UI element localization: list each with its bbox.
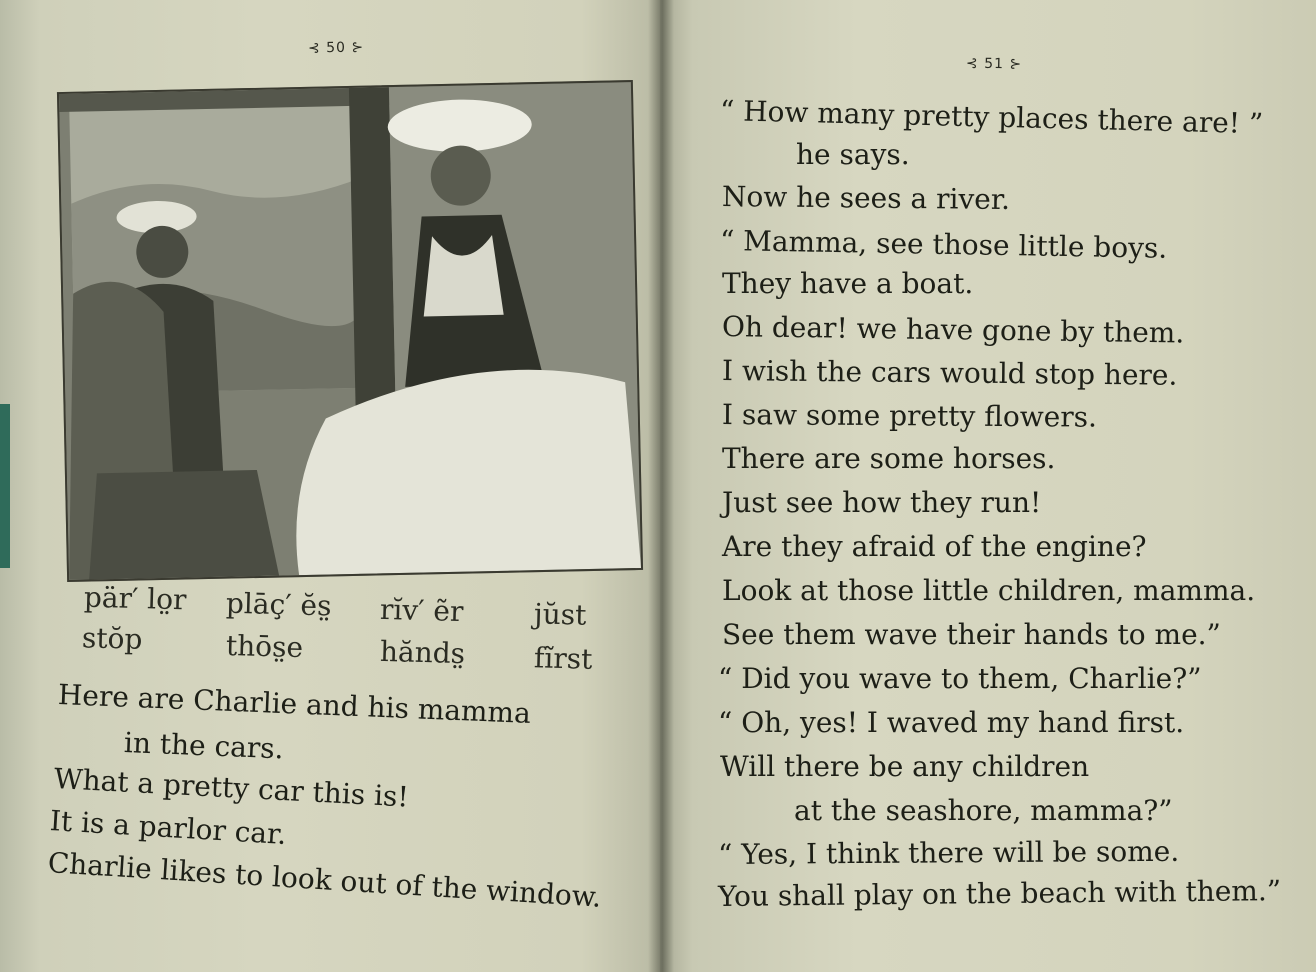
text-line: See them wave their hands to me.”	[722, 618, 1221, 651]
vocab-word: hănds̤	[379, 634, 466, 671]
text-line: Oh dear! we have gone by them.	[721, 310, 1185, 350]
book-gutter	[648, 0, 674, 972]
right-page	[660, 0, 1316, 972]
page-number-50: ⊰ 50 ⊱	[307, 39, 365, 57]
text-line: he says.	[796, 138, 910, 171]
text-line: in the cars.	[123, 726, 285, 766]
text-line: I wish the cars would stop here.	[721, 354, 1178, 392]
text-line: Will there be any children	[720, 750, 1090, 783]
vocab-word: pär′ lo̤r	[83, 580, 187, 617]
vocab-word: thōs̤e	[225, 628, 304, 665]
text-line: “ Did you wave to them, Charlie?”	[718, 662, 1202, 695]
text-line: Charlie likes to look out of the window.	[46, 846, 603, 914]
vocab-word: stŏp	[81, 621, 143, 656]
vocab-word: jŭst	[533, 597, 587, 632]
vocab-word: plāç′ ĕs̤	[225, 586, 332, 623]
text-line: It is a parlor car.	[49, 804, 288, 852]
vocab-word: rĭv′ ẽr	[379, 592, 464, 629]
text-line: Here are Charlie and his mamma	[57, 678, 532, 730]
text-line: Now he sees a river.	[721, 180, 1011, 217]
text-line: They have a boat.	[722, 267, 974, 300]
text-line: at the seashore, mamma?”	[794, 794, 1173, 827]
text-line: What a pretty car this is!	[53, 762, 410, 814]
text-line: Look at those little children, mamma.	[722, 574, 1256, 607]
text-line: You shall play on the beach with them.”	[717, 874, 1282, 913]
text-line: “ Mamma, see those little boys.	[719, 224, 1168, 265]
page-edge-tab	[0, 404, 10, 568]
text-line: Just see how they run!	[722, 486, 1042, 519]
text-line: There are some horses.	[722, 442, 1056, 475]
text-line: Are they afraid of the engine?	[722, 530, 1147, 563]
text-line: “ Yes, I think there will be some.	[717, 834, 1180, 871]
text-line: “ Oh, yes! I waved my hand first.	[718, 706, 1185, 739]
vocab-word: fĩrst	[533, 641, 593, 676]
text-line: “ How many pretty places there are! ”	[719, 94, 1264, 141]
engraving-illustration	[57, 80, 643, 582]
text-line: I saw some pretty flowers.	[721, 398, 1098, 434]
page-number-51: ⊰ 51 ⊱	[965, 55, 1023, 73]
